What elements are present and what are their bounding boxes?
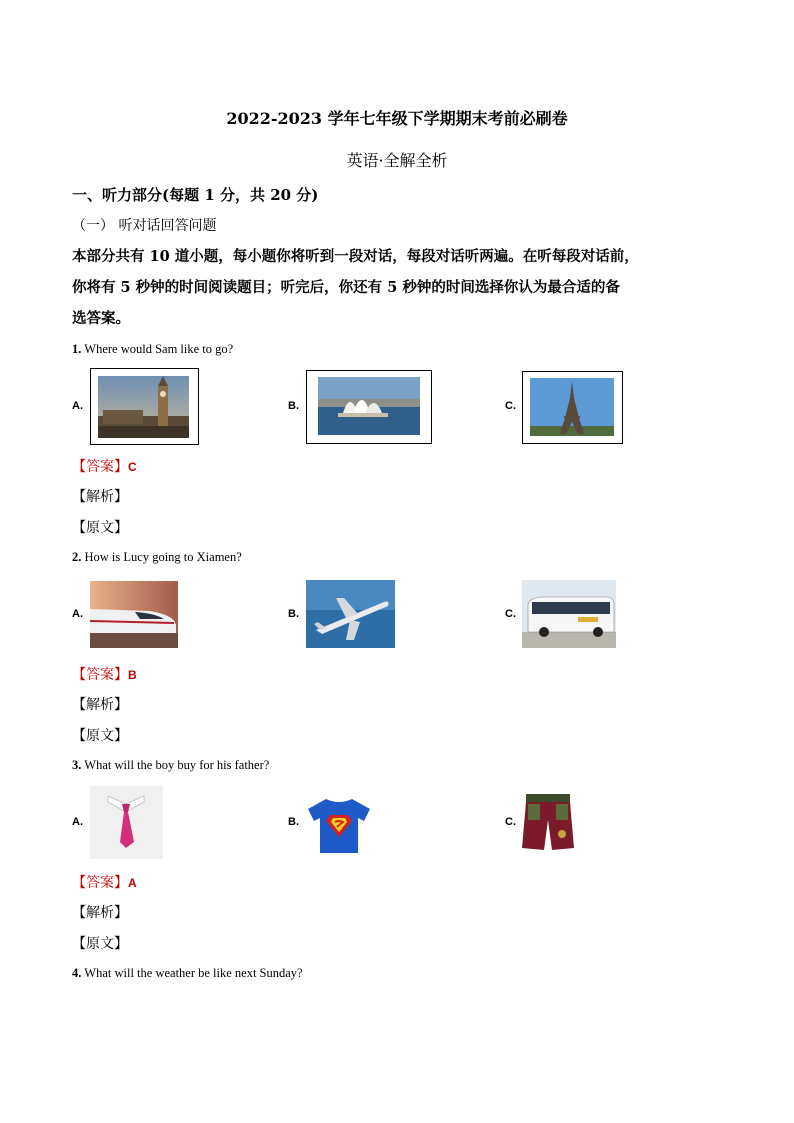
answer-label: 【答案】 [72, 875, 128, 891]
answer-value: B [128, 668, 137, 682]
option-label: C. [505, 400, 516, 412]
question-number: 4. [72, 966, 82, 980]
question-number: 2. [72, 550, 82, 564]
question-text: What will the boy buy for his father? [84, 758, 270, 772]
question-number: 1. [72, 342, 82, 356]
analysis-label: 【解析】 [72, 489, 128, 505]
document-title: 2022-2023 学年七年级下学期期末考前必刷卷 [226, 109, 568, 128]
answer-label: 【答案】 [72, 667, 128, 683]
answer-value: A [128, 876, 137, 890]
superman-tshirt-image[interactable] [306, 795, 372, 855]
option-label: B. [288, 608, 299, 620]
answer-line-1 [72, 456, 137, 476]
option-label: A. [72, 816, 83, 828]
question-text: Where would Sam like to go? [84, 342, 234, 356]
section-heading: 一、听力部分(每题 1 分，共 20 分) [72, 186, 319, 204]
question-1 [72, 342, 233, 357]
question-text: How is Lucy going to Xiamen? [84, 550, 242, 564]
option-label: A. [72, 400, 83, 412]
option-b-frame[interactable] [306, 370, 432, 444]
option-label: A. [72, 608, 83, 620]
airplane-image[interactable] [306, 580, 395, 648]
instructions [72, 241, 712, 334]
option-c-frame[interactable] [522, 371, 623, 444]
original-label: 【原文】 [72, 520, 128, 536]
instruction-line: 选答案。 [72, 310, 130, 327]
question-3 [72, 758, 269, 773]
sydney-opera-house-image [318, 377, 420, 435]
instruction-line: 你将有 5 秒钟的时间阅读题目；听完后，你还有 5 秒钟的时间选择你认为最合适的备 [72, 279, 620, 296]
original-label: 【原文】 [72, 936, 128, 952]
answer-value: C [128, 460, 137, 474]
high-speed-train-image[interactable] [90, 581, 178, 648]
answer-label: 【答案】 [72, 459, 128, 475]
analysis-label: 【解析】 [72, 905, 128, 921]
option-label: C. [505, 608, 516, 620]
option-a-frame[interactable] [90, 368, 199, 445]
option-label: B. [288, 816, 299, 828]
answer-line-2 [72, 664, 137, 684]
answer-line-3 [72, 872, 137, 892]
question-2 [72, 550, 242, 565]
option-label: C. [505, 816, 516, 828]
eiffel-tower-image [530, 378, 614, 436]
bus-image[interactable] [522, 580, 616, 648]
question-4 [72, 966, 303, 981]
big-ben-image [98, 376, 189, 438]
subsection-heading: （一） 听对话回答问题 [72, 218, 217, 234]
original-label: 【原文】 [72, 728, 128, 744]
question-number: 3. [72, 758, 82, 772]
tie-image[interactable] [90, 786, 163, 859]
document-subtitle: 英语·全解全析 [346, 151, 448, 170]
shorts-image[interactable] [520, 790, 576, 854]
option-label: B. [288, 400, 299, 412]
question-text: What will the weather be like next Sunday? [84, 966, 303, 980]
instruction-line: 本部分共有 10 道小题，每小题你将听到一段对话，每段对话听两遍。在听每段对话前， [72, 248, 639, 265]
analysis-label: 【解析】 [72, 697, 128, 713]
